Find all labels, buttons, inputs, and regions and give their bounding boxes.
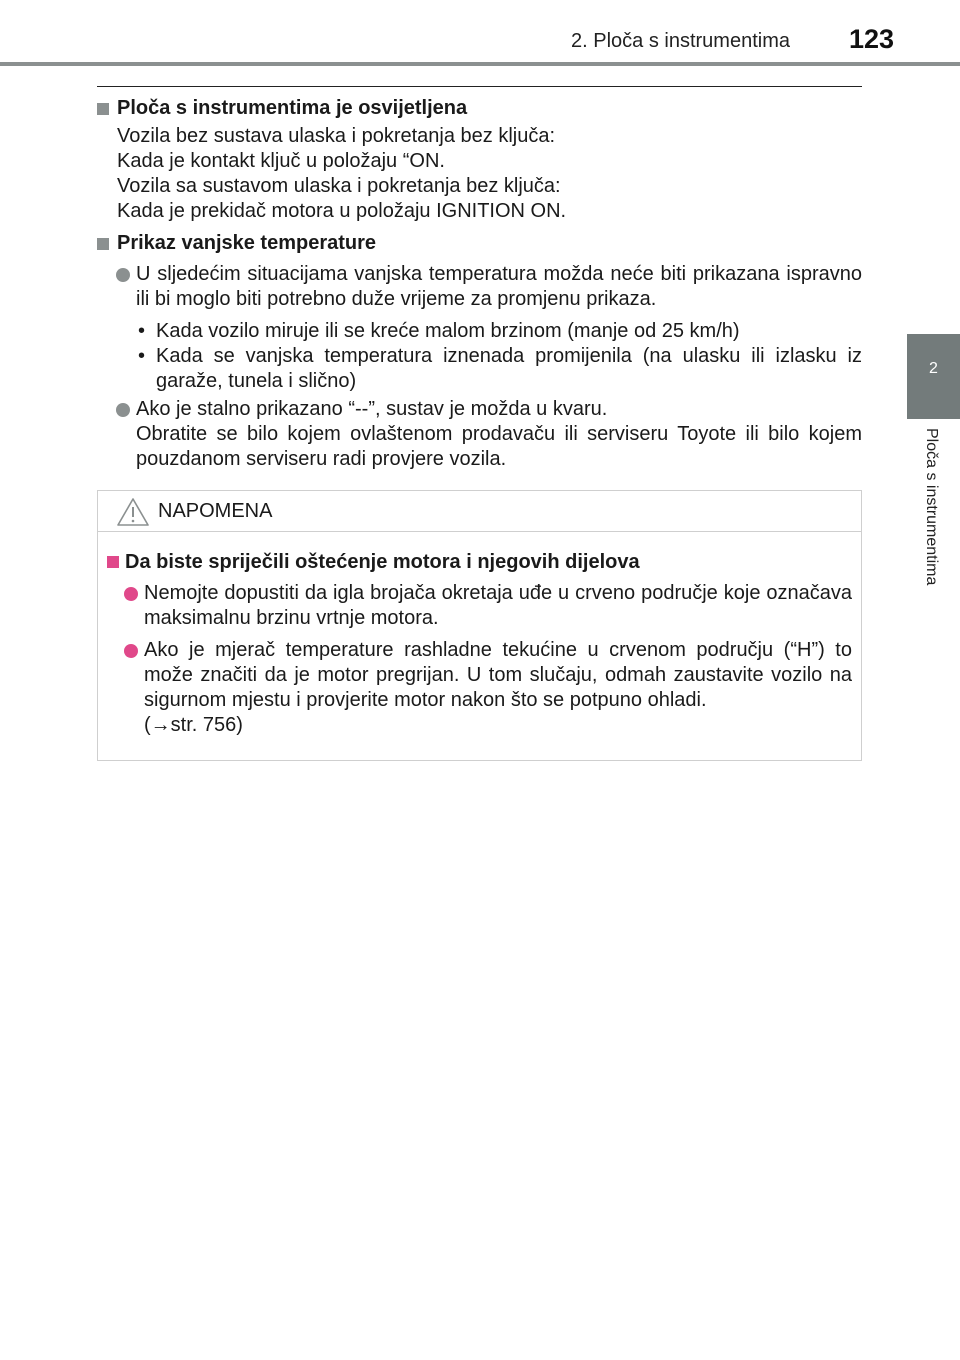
circle-bullet-icon [124, 587, 138, 601]
square-bullet-icon [97, 238, 109, 250]
temp-bullet-1 [97, 262, 862, 312]
main-content [97, 92, 862, 472]
notice-bullet-1 [107, 581, 852, 631]
header-chapter-title: 2. Ploča s instrumentima [571, 30, 790, 52]
dot-bullet-icon: • [138, 320, 146, 342]
lit-line: Vozila bez sustava ulaska i pokretanja bez ključa: [117, 125, 556, 147]
lit-paragraph [97, 124, 862, 224]
lit-line: Vozila sa sustavom ulaska i pokretanja bez ključa: [117, 175, 561, 197]
header-bar [0, 62, 960, 66]
section-heading-lit [97, 96, 862, 121]
lit-line: Kada je prekidač motora u položaju IGNITION ON. [117, 200, 567, 222]
notice-box [97, 490, 862, 761]
notice-body [98, 532, 861, 738]
notice-title: NAPOMENA [158, 500, 273, 522]
sub-bullet-text: Kada se vanjska temperatura iznenada promijenila (na ulasku ili izlasku iz garaže, tunela i slično) [156, 345, 862, 392]
sub-bullet-text: Kada vozilo miruje ili se kreće malom brzinom (manje od 25 km/h) [156, 320, 740, 342]
chapter-side-label [912, 428, 942, 638]
bullet-text: Obratite se bilo kojem ovlaštenom prodavaču ili serviseru Toyote ili bilo kojem pouzdanom serviseru radi provjere vozila. [136, 423, 862, 470]
chapter-side-label-text: Ploča s instrumentima [923, 428, 940, 586]
section-heading-temp [97, 231, 862, 256]
page-number: 123 [848, 24, 894, 54]
temp-sub-bullet-2 [97, 344, 862, 394]
lit-line: Kada je kontakt ključ u položaju “ON. [117, 150, 445, 172]
bullet-text: Ako je stalno prikazano “--”, sustav je možda u kvaru. [136, 398, 608, 420]
notice-heading [107, 550, 852, 575]
section-divider [97, 86, 862, 87]
notice-header [98, 491, 861, 532]
temp-bullet-2 [97, 397, 862, 472]
circle-bullet-icon [116, 403, 130, 417]
chapter-tab[interactable] [907, 334, 960, 419]
warning-triangle-icon [116, 497, 150, 527]
page-reference-link[interactable]: (→str. 756) [144, 714, 243, 736]
notice-heading-text: Da biste spriječili oštećenje motora i njegovih dijelova [125, 551, 640, 573]
notice-bullet-2 [107, 638, 852, 738]
chapter-tab-number: 2 [929, 360, 938, 377]
dot-bullet-icon: • [138, 345, 146, 367]
square-bullet-icon [107, 556, 119, 568]
notice-bullet-text: Ako je mjerač temperature rashladne tekućine u crvenom području (“H”) to može značiti da je motor pregrijan. U tom slučaju, odmah zaustavite vozilo na sigurnom mjestu i provjerite motor nakon što se potpuno ohladi. [144, 639, 852, 711]
circle-bullet-icon [116, 268, 130, 282]
section-heading-text: Prikaz vanjske temperature [117, 232, 377, 254]
square-bullet-icon [97, 103, 109, 115]
bullet-text: U sljedećim situacijama vanjska temperatura možda neće biti prikazana ispravno ili bi moglo biti potrebno duže vrijeme za promjenu prikaza. [136, 263, 862, 310]
section-heading-text: Ploča s instrumentima je osvijetljena [117, 97, 468, 119]
circle-bullet-icon [124, 644, 138, 658]
notice-bullet-text: Nemojte dopustiti da igla brojača okretaja uđe u crveno područje koje označava maksimalnu brzinu vrtnje motora. [144, 582, 852, 629]
temp-sub-bullet-1 [97, 319, 862, 344]
